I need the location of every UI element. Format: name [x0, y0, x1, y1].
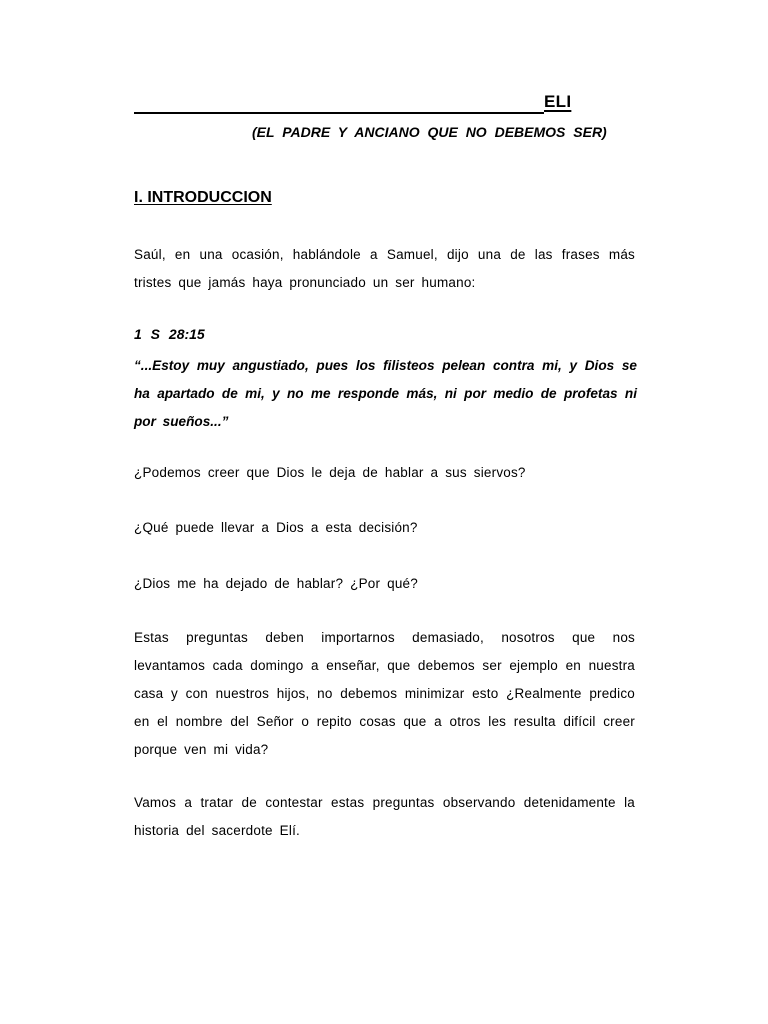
question-2: ¿Qué puede llevar a Dios a esta decisión?	[134, 520, 418, 535]
body-paragraph-2: Estas preguntas deben importarnos demasiado, nosotros que nos levantamos cada domingo a enseñar, que debemos ser ejemplo en nuestra casa y con nuestros hijos, no debemos minimizar esto ¿Realmente predico en el nombre del Señor o repito cosas que a otros les resulta difícil creer porque ven mi vida?	[134, 630, 635, 757]
verse-reference: 1 S 28:15	[134, 326, 205, 342]
document-title: ELI	[544, 92, 572, 111]
question-1: ¿Podemos creer que Dios le deja de hablar a sus siervos?	[134, 465, 526, 480]
verse-quote: “...Estoy muy angustiado, pues los filisteos pelean contra mi, y Dios se ha apartado de mi, y no me responde más, ni por medio de profetas ni por sueños...”	[134, 358, 637, 429]
document-subtitle: (EL PADRE Y ANCIANO QUE NO DEBEMOS SER)	[252, 124, 607, 140]
question-3: ¿Dios me ha dejado de hablar? ¿Por qué?	[134, 576, 418, 591]
body-paragraph-3: Vamos a tratar de contestar estas preguntas observando detenidamente la historia del sacerdote Elí.	[134, 795, 635, 838]
intro-paragraph: Saúl, en una ocasión, hablándole a Samuel, dijo una de las frases más tristes que jamás haya pronunciado un ser humano:	[134, 247, 635, 290]
title-underline-rule	[134, 112, 544, 114]
title-row	[134, 92, 634, 120]
section-heading: I. INTRODUCCION	[134, 189, 272, 206]
